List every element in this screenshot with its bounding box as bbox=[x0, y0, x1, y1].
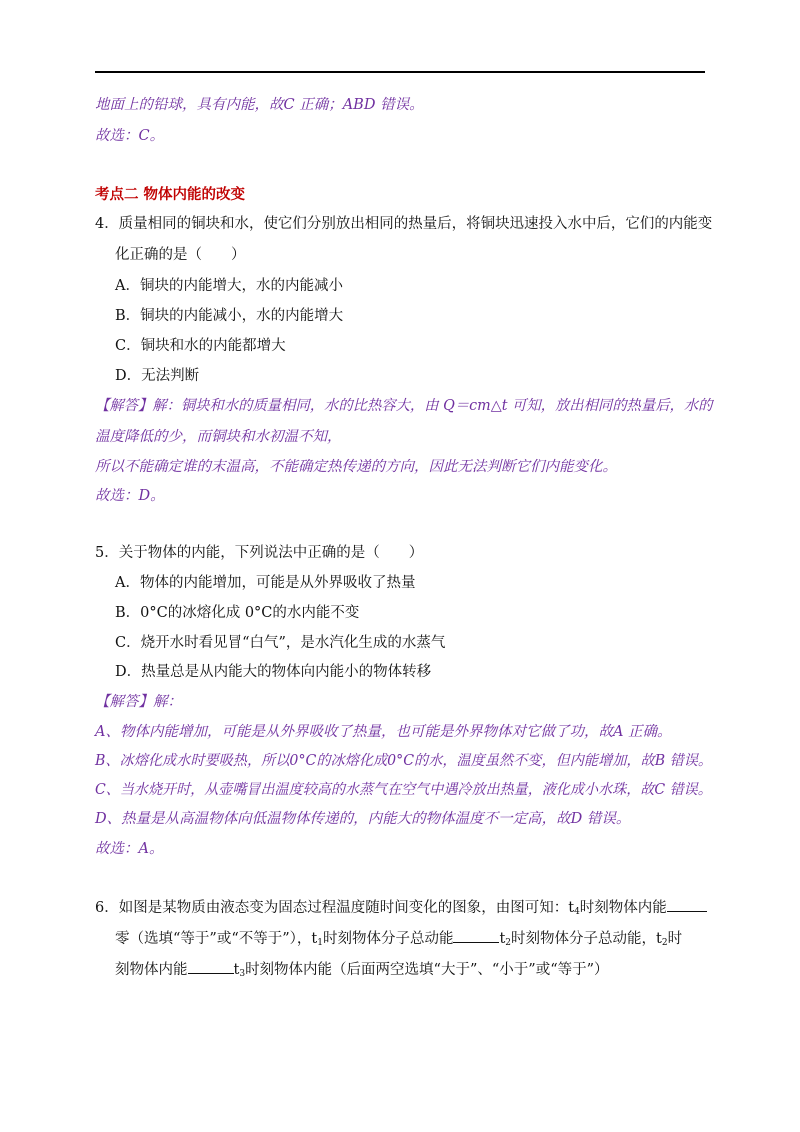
q4-answer-choice: 故选：D。 bbox=[95, 488, 165, 504]
q5-option-d: D．热量总是从内能大的物体向内能小的物体转移 bbox=[115, 664, 432, 680]
q4-option-b: B．铜块的内能减小，水的内能增大 bbox=[115, 308, 344, 324]
q5-answer-choice: 故选：A。 bbox=[95, 841, 164, 857]
q4-stem-line2: 化正确的是（ ） bbox=[115, 247, 246, 263]
section-heading: 考点二 物体内能的改变 bbox=[95, 186, 246, 203]
q6-line1-text-a: 6．如图是某物质由液态变为固态过程温度随时间变化的图象，由图可知：t bbox=[95, 900, 575, 916]
q4-answer-line3: 所以不能确定谁的末温高，不能确定热传递的方向，因此无法判断它们内能变化。 bbox=[95, 459, 617, 475]
q6-line1 bbox=[95, 897, 707, 918]
q6-line3-text-c: 时刻物体内能（后面两空选填“大于”、“小于”或“等于”） bbox=[245, 962, 609, 978]
prev-answer-choice: 故选：C。 bbox=[95, 128, 165, 144]
q5-option-c: C．烧开水时看见冒“白气”，是水汽化生成的水蒸气 bbox=[115, 635, 446, 651]
q6-line1-text-b: 时刻物体内能 bbox=[579, 900, 667, 916]
q6-sub-t1: 1 bbox=[317, 938, 323, 948]
q6-blank-3[interactable] bbox=[188, 959, 234, 974]
q4-answer-line1: 【解答】解：铜块和水的质量相同，水的比热容大，由 Q＝cm△t 可知，放出相同的热量后，水的 bbox=[95, 398, 713, 414]
q6-line2-text-a: 零（选填“等于”或“不等于”），t bbox=[115, 931, 318, 947]
q6-blank-2[interactable] bbox=[453, 928, 499, 943]
q6-line3-text-b: t bbox=[233, 962, 240, 978]
q4-option-a: A．铜块的内能增大，水的内能减小 bbox=[115, 278, 343, 294]
q6-sub-t3: 3 bbox=[239, 969, 246, 979]
q5-option-b: B．0°C的冰熔化成 0°C的水内能不变 bbox=[115, 605, 360, 621]
q6-sub-t2: 2 bbox=[505, 938, 512, 948]
q5-stem: 5．关于物体的内能，下列说法中正确的是（ ） bbox=[95, 545, 424, 561]
q5-answer-label: 【解答】解： bbox=[95, 694, 182, 710]
q6-line2-text-e: 时 bbox=[667, 931, 683, 947]
q6-line2-text-c: t bbox=[499, 931, 506, 947]
q6-line2 bbox=[115, 928, 682, 949]
q6-line2-text-b: 时刻物体分子总动能 bbox=[322, 931, 454, 947]
q6-sub-t2b: 2 bbox=[661, 938, 668, 948]
q5-answer-a: A、物体内能增加，可能是从外界吸收了热量，也可能是外界物体对它做了功，故A 正确。 bbox=[95, 724, 672, 740]
q6-line3-text-a: 刻物体内能 bbox=[115, 962, 188, 978]
q5-answer-c: C、当水烧开时，从壶嘴冒出温度较高的水蒸气在空气中遇冷放出热量，液化成小水珠，故C 错误。 bbox=[95, 782, 712, 798]
q6-sub-t4: 4 bbox=[574, 907, 580, 917]
q4-option-c: C．铜块和水的内能都增大 bbox=[115, 338, 286, 354]
q4-stem-line1: 4．质量相同的铜块和水，使它们分别放出相同的热量后，将铜块迅速投入水中后，它们的内能变 bbox=[95, 216, 713, 232]
q5-answer-b: B、冰熔化成水时要吸热，所以0°C的冰熔化成0°C的水，温度虽然不变，但内能增加，故B 错误。 bbox=[95, 753, 713, 769]
q6-line3 bbox=[115, 959, 609, 980]
q6-line2-text-d: 时刻物体分子总动能，t bbox=[511, 931, 662, 947]
q4-option-d: D．无法判断 bbox=[115, 368, 200, 384]
header-rule bbox=[95, 71, 705, 73]
q6-blank-1[interactable] bbox=[667, 897, 707, 912]
prev-answer-line: 地面上的铅球，具有内能，故C 正确；ABD 错误。 bbox=[95, 97, 424, 113]
q5-answer-d: D、热量是从高温物体向低温物体传递的，内能大的物体温度不一定高，故D 错误。 bbox=[95, 811, 631, 827]
q5-option-a: A．物体的内能增加，可能是从外界吸收了热量 bbox=[115, 575, 416, 591]
q4-answer-line2: 温度降低的少，而铜块和水初温不知， bbox=[95, 429, 342, 445]
